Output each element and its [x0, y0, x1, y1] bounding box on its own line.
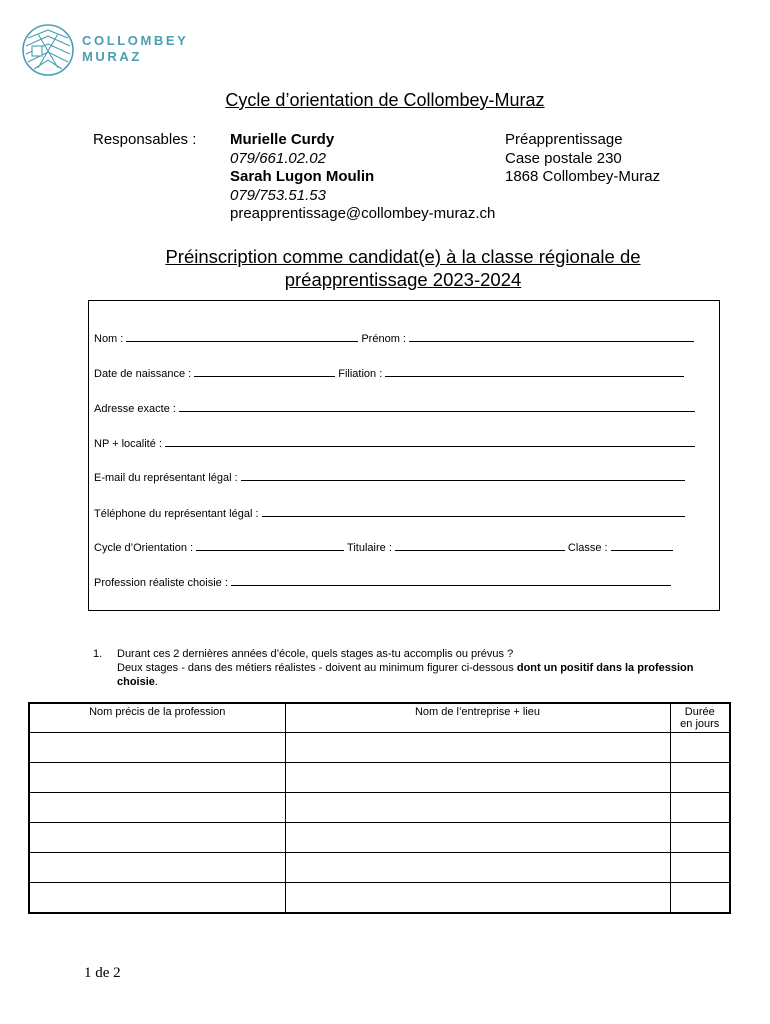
- form-title-line1: Préinscription comme candidat(e) à la classe régionale de: [165, 246, 641, 267]
- table-row: [29, 733, 730, 763]
- question-number: 1.: [93, 648, 103, 660]
- table-row: [29, 763, 730, 793]
- collombey-muraz-logo-icon: [18, 22, 78, 78]
- form-title: [0, 245, 770, 291]
- table-row: [29, 793, 730, 823]
- person2-name: Sarah Lugon Moulin: [230, 168, 375, 185]
- field-titulaire[interactable]: [395, 541, 565, 551]
- table-header-row: [29, 703, 730, 733]
- row-telephone: [94, 507, 688, 520]
- person2-phone: 079/753.51.53: [230, 186, 326, 204]
- col-duree-line2: en jours: [680, 718, 720, 730]
- logo-text: [82, 33, 188, 65]
- table-cell[interactable]: [670, 883, 730, 913]
- label-profession: Profession réaliste choisie :: [94, 577, 228, 589]
- table-cell[interactable]: [29, 793, 285, 823]
- table-cell[interactable]: [285, 793, 670, 823]
- table-cell[interactable]: [670, 853, 730, 883]
- table-cell[interactable]: [670, 733, 730, 763]
- field-adresse[interactable]: [179, 402, 695, 412]
- label-cycle: Cycle d’Orientation :: [94, 542, 194, 554]
- page-title: Cycle d’orientation de Collombey-Muraz: [225, 90, 545, 110]
- question-1: [93, 647, 733, 689]
- label-nom: Nom :: [94, 333, 124, 345]
- row-naissance: [94, 367, 687, 380]
- label-titulaire: Titulaire :: [347, 542, 392, 554]
- question-line1: Durant ces 2 dernières années d’école, quels stages as-tu accomplis ou prévus ?: [117, 648, 514, 660]
- person1-phone: 079/661.02.02: [230, 149, 326, 167]
- table-cell[interactable]: [285, 733, 670, 763]
- field-naissance[interactable]: [194, 367, 335, 377]
- col-entreprise-header: Nom de l’entreprise + lieu: [285, 703, 670, 733]
- address-block: [505, 131, 660, 187]
- field-prenom[interactable]: [409, 332, 694, 342]
- registration-form: [88, 300, 720, 611]
- table-cell[interactable]: [29, 853, 285, 883]
- question-line2-end: .: [154, 676, 158, 688]
- table-cell[interactable]: [29, 733, 285, 763]
- table-row: [29, 853, 730, 883]
- table-cell[interactable]: [285, 853, 670, 883]
- table-cell[interactable]: [670, 823, 730, 853]
- row-cycle: [94, 541, 676, 554]
- table-cell[interactable]: [285, 823, 670, 853]
- person1-name: Murielle Curdy: [230, 131, 335, 148]
- table-row: [29, 883, 730, 913]
- label-filiation: Filiation :: [338, 368, 383, 380]
- table-cell[interactable]: [670, 763, 730, 793]
- col-duree-header: [670, 703, 730, 733]
- row-email: [94, 471, 688, 484]
- col-duree-line1: Durée: [684, 706, 715, 718]
- table-cell[interactable]: [285, 883, 670, 913]
- page-number: 1 de 2: [84, 965, 121, 981]
- field-classe[interactable]: [611, 541, 673, 551]
- label-telephone: Téléphone du représentant légal :: [94, 508, 259, 520]
- address-line1: Préapprentissage: [505, 131, 623, 148]
- question-line2: [117, 661, 737, 689]
- address-line3: 1868 Collombey-Muraz: [505, 168, 661, 185]
- table-cell[interactable]: [29, 823, 285, 853]
- field-email[interactable]: [241, 471, 685, 481]
- field-cycle[interactable]: [196, 541, 344, 551]
- row-profession: [94, 576, 674, 589]
- label-email: E-mail du représentant légal :: [94, 472, 238, 484]
- col-profession-header: Nom précis de la profession: [29, 703, 285, 733]
- field-telephone[interactable]: [262, 507, 685, 517]
- question-line2-bold: dont un positif dans la profession choisie: [117, 662, 694, 688]
- label-prenom: Prénom :: [361, 333, 406, 345]
- row-np: [94, 437, 698, 450]
- stages-table: [28, 702, 731, 914]
- label-classe: Classe :: [567, 542, 608, 554]
- question-text: [117, 647, 737, 689]
- logo-line1: COLLOMBEY: [82, 33, 189, 48]
- row-adresse: [94, 402, 698, 415]
- label-adresse: Adresse exacte :: [94, 403, 176, 415]
- form-title-line2: préapprentissage 2023-2024: [284, 269, 522, 290]
- table-cell[interactable]: [670, 793, 730, 823]
- contact-email: preapprentissage@collombey-muraz.ch: [230, 205, 496, 222]
- label-naissance: Date de naissance :: [94, 368, 192, 380]
- question-line2-start: Deux stages - dans des métiers réalistes - doivent au minimum figurer ci-dessous: [117, 662, 514, 674]
- table-cell[interactable]: [29, 883, 285, 913]
- table-cell[interactable]: [285, 763, 670, 793]
- field-filiation[interactable]: [385, 367, 684, 377]
- table-cell[interactable]: [29, 763, 285, 793]
- row-nom: [94, 332, 697, 345]
- responsables-label: Responsables :: [93, 131, 197, 148]
- contacts-block: [230, 131, 495, 224]
- label-np: NP + localité :: [94, 438, 162, 450]
- field-nom[interactable]: [126, 332, 358, 342]
- table-row: [29, 823, 730, 853]
- field-profession[interactable]: [231, 576, 671, 586]
- field-np[interactable]: [165, 437, 695, 447]
- logo-line2: MURAZ: [82, 49, 142, 64]
- address-line2: Case postale 230: [505, 149, 622, 167]
